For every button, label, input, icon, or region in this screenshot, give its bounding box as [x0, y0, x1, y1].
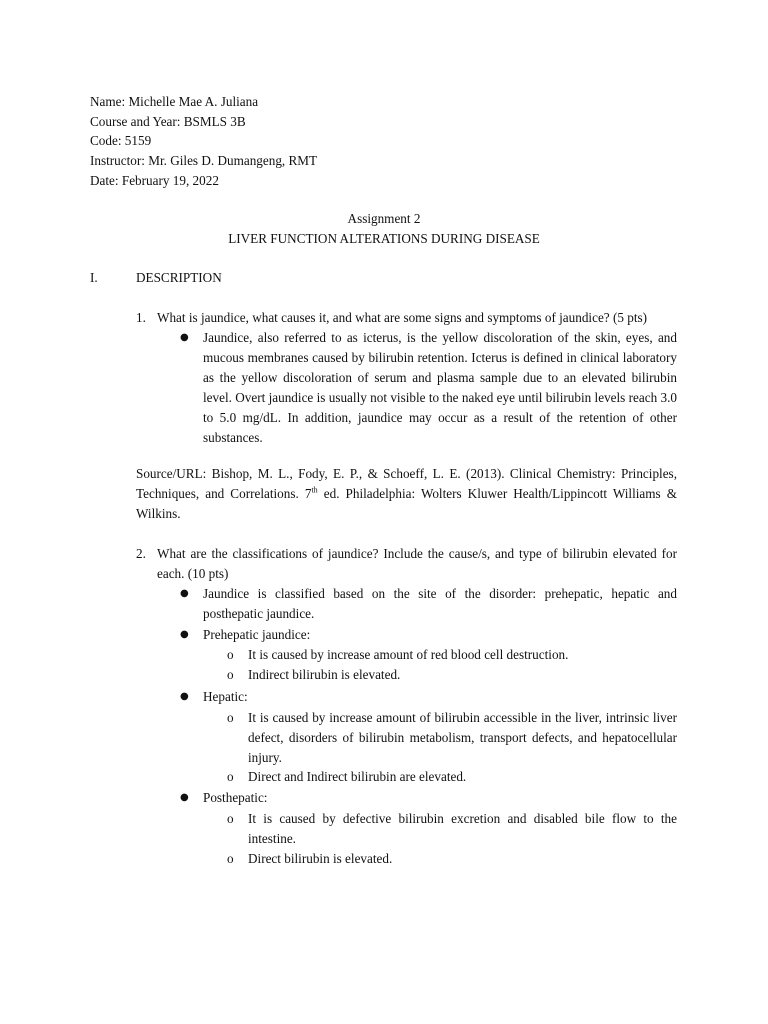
source-superscript: th: [311, 485, 318, 495]
sub-bullet-icon: o: [227, 710, 234, 725]
hepatic-cause: It is caused by increase amount of bilirubin accessible in the liver, intrinsic liver defect, disorders of bilirubin metabolism, transport defects, and hepatocellular injury.: [248, 710, 677, 765]
section-heading: DESCRIPTION: [136, 270, 222, 285]
student-name: Name: Michelle Mae A. Juliana: [90, 94, 259, 109]
prehepatic-label: Prehepatic jaundice:: [203, 627, 311, 642]
bullet-icon: ●: [180, 629, 189, 640]
posthepatic-cause: It is caused by defective bilirubin excretion and disabled bile flow to the intestine.: [248, 811, 677, 846]
assignment-title: LIVER FUNCTION ALTERATIONS DURING DISEASE: [228, 231, 540, 246]
question-2-number: 2.: [136, 546, 146, 561]
answer-1-text: Jaundice, also referred to as icterus, is the yellow discoloration of the skin, eyes, and mucous membranes caused by bilirubin retention. Icterus is defined in clinical laboratory as the yellow discoloration of serum and plasma sample due to an elevated bilirubin level. Overt jaundice is usually not visible to the naked eye until bilirubin levels reach 3.0 to 5.0 mg/dL. In addition, jaundice may occur as a result of the retention of other substances.: [203, 330, 677, 445]
source-text-1: Source/URL: Bishop, M. L., Fody, E. P., & Schoeff, L. E. (2013). Clinical Chemistry: Principles, Techniques, and Correlations. 7: [136, 466, 677, 501]
hepatic-label: Hepatic:: [203, 689, 248, 704]
section-numeral: I.: [90, 270, 98, 285]
posthepatic-label: Posthepatic:: [203, 790, 268, 805]
source-citation: [136, 464, 677, 524]
date: Date: February 19, 2022: [90, 173, 219, 188]
prehepatic-cause: It is caused by increase amount of red blood cell destruction.: [248, 647, 569, 662]
source-text-2: ed. Philadelphia: Wolters Kluwer Health/Lippincott Williams & Wilkins.: [136, 486, 677, 521]
posthepatic-bilirubin: Direct bilirubin is elevated.: [248, 851, 393, 866]
sub-bullet-icon: o: [227, 811, 234, 826]
sub-bullet-icon: o: [227, 769, 234, 784]
prehepatic-bilirubin: Indirect bilirubin is elevated.: [248, 667, 401, 682]
sub-bullet-icon: o: [227, 851, 234, 866]
sub-bullet-icon: o: [227, 647, 234, 662]
course-year: Course and Year: BSMLS 3B: [90, 114, 246, 129]
code: Code: 5159: [90, 133, 152, 148]
bullet-icon: ●: [180, 588, 189, 599]
question-2-text: What are the classifications of jaundice? Include the cause/s, and type of bilirubin elevated for each. (10 pts): [157, 546, 677, 581]
question-1-text: What is jaundice, what causes it, and what are some signs and symptoms of jaundice? (5 pts): [157, 310, 648, 325]
bullet-icon: ●: [180, 332, 189, 343]
question-1-number: 1.: [136, 310, 146, 325]
assignment-number: Assignment 2: [347, 211, 421, 226]
bullet-icon: ●: [180, 691, 189, 702]
hepatic-bilirubin: Direct and Indirect bilirubin are elevated.: [248, 769, 467, 784]
bullet-icon: ●: [180, 792, 189, 803]
classification-intro: Jaundice is classified based on the site of the disorder: prehepatic, hepatic and posthepatic jaundice.: [203, 586, 677, 621]
instructor: Instructor: Mr. Giles D. Dumangeng, RMT: [90, 153, 318, 168]
sub-bullet-icon: o: [227, 667, 234, 682]
